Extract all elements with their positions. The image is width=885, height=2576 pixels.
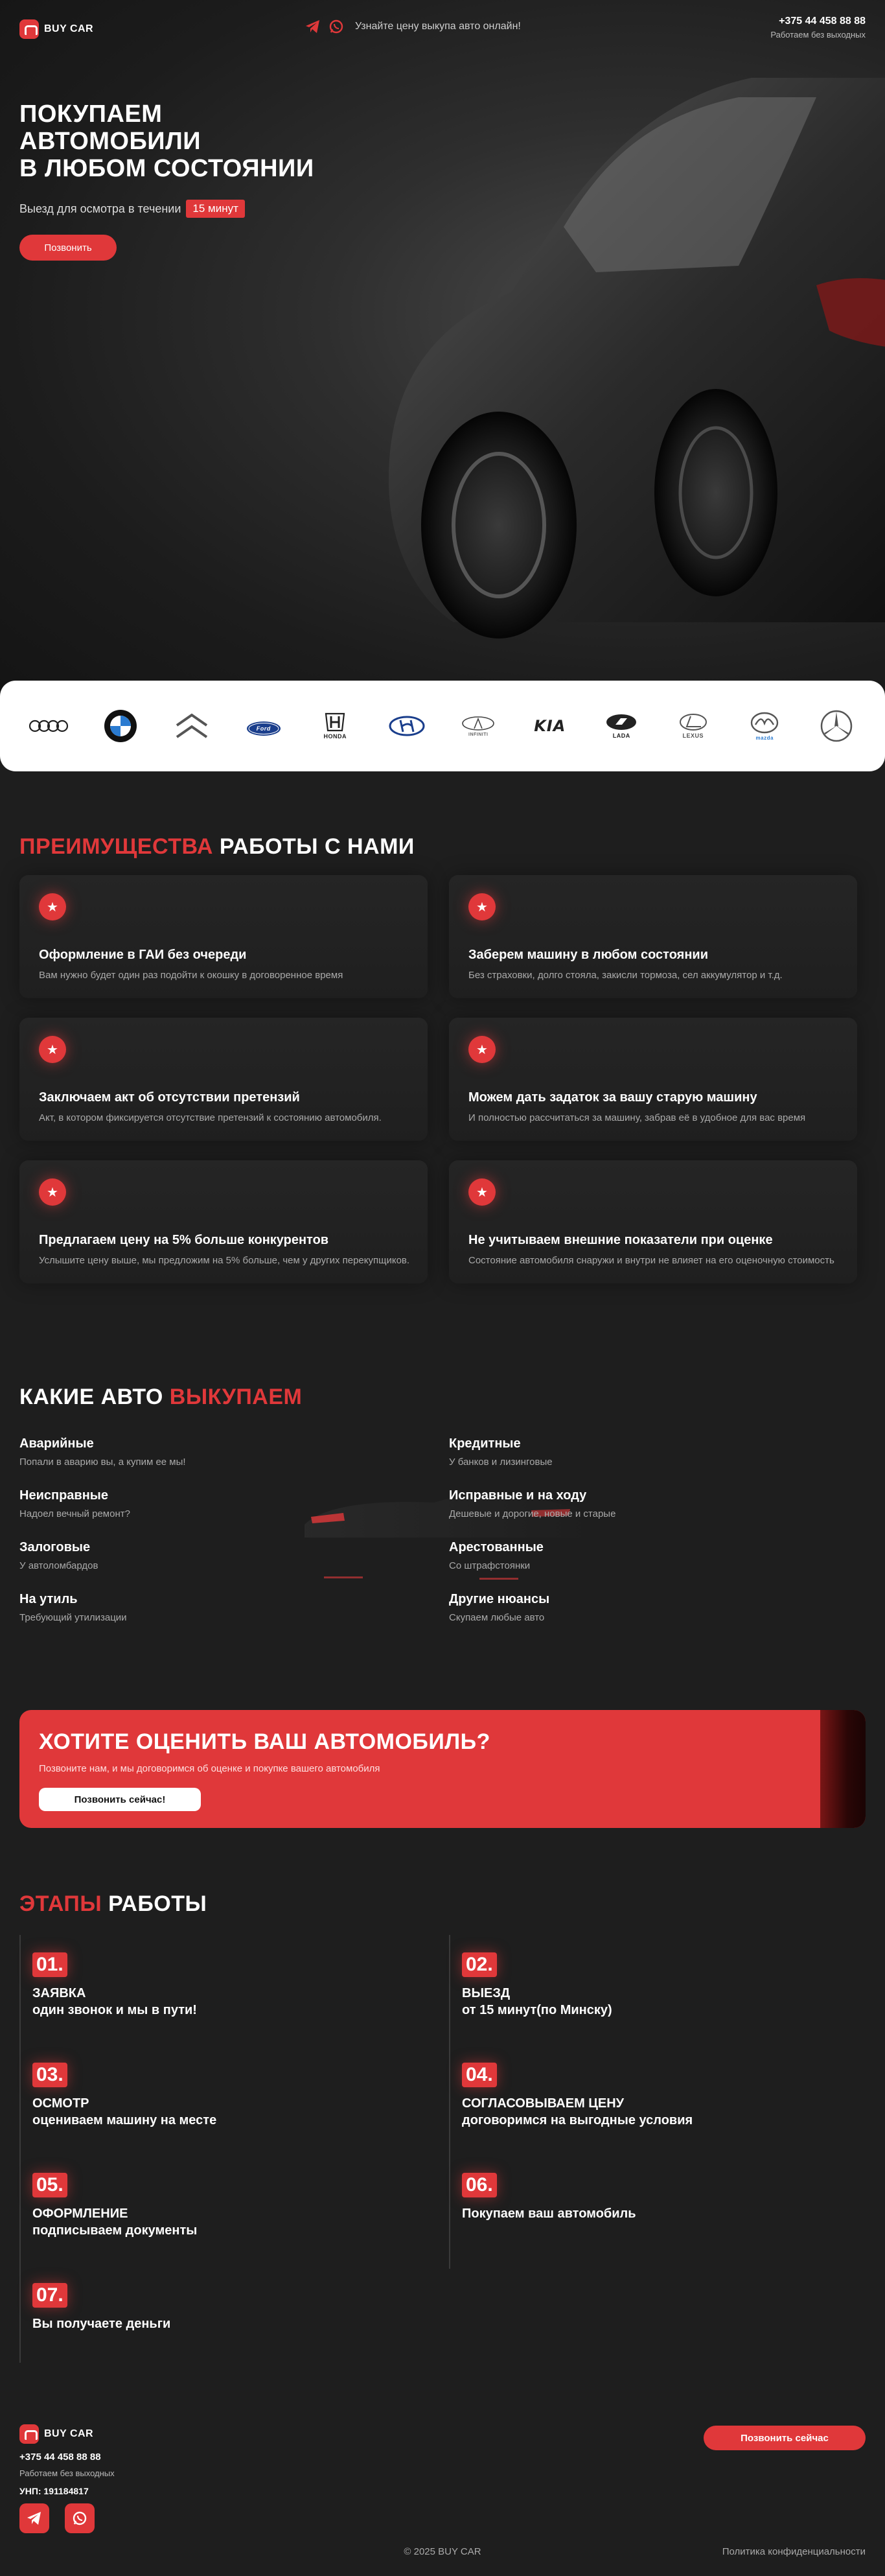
- stage-item: [462, 2063, 825, 2129]
- hero-subtitle-text: Выезд для осмотра в течении: [19, 202, 181, 215]
- buy-category: [19, 1436, 408, 1468]
- buy-category-text: Надоел вечный ремонт?: [19, 1508, 130, 1519]
- buy-title-red: ВЫКУПАЕМ: [169, 1385, 303, 1409]
- advantage-card: [449, 1160, 857, 1283]
- stage-item: [462, 1952, 825, 2019]
- buy-category-text: Попали в аварию вы, а купим ее мы!: [19, 1457, 186, 1468]
- stage-number: 02.: [462, 1952, 497, 1977]
- privacy-policy-link[interactable]: Политика конфиденциальности: [722, 2546, 866, 2557]
- footer-work-hours: Работаем без выходных: [19, 2468, 115, 2478]
- advantage-title: Заключаем акт об отсутствии претензий: [39, 1090, 300, 1105]
- stages-title: [19, 1891, 207, 1917]
- hero-title: [19, 100, 408, 182]
- advantages-title-red: ПРЕИМУЩЕСТВА: [19, 834, 213, 859]
- mazda-logo-icon: [742, 708, 787, 744]
- hero-title-line: В ЛЮБОМ СОСТОЯНИИ: [19, 155, 314, 182]
- advantage-card: [19, 1018, 428, 1141]
- advantage-text: Вам нужно будет один раз подойти к окошку в договоренное время: [39, 970, 343, 981]
- stage-item: [32, 2283, 395, 2332]
- stage-text: ОСМОТР оцениваем машину на месте: [32, 2096, 217, 2127]
- stage-item: [32, 2063, 395, 2129]
- stage-text: ЗАЯВКА один звонок и мы в пути!: [32, 1986, 197, 2017]
- citroen-logo-icon: [169, 708, 214, 744]
- buy-category-title: Кредитные: [449, 1436, 521, 1451]
- advantage-text: Состояние автомобиля снаружи и внутри не влияет на его оценочную стоимость: [468, 1255, 834, 1266]
- footer-unp: УНП: 191184817: [19, 2486, 89, 2496]
- cta-banner: [19, 1710, 866, 1828]
- hero-subtitle: [19, 200, 245, 218]
- footer-phone[interactable]: +375 44 458 88 88: [19, 2452, 101, 2463]
- stage-number: 04.: [462, 2063, 497, 2087]
- advantage-title: Заберем машину в любом состоянии: [468, 948, 708, 962]
- advantages-title-rest: РАБОТЫ С НАМИ: [219, 834, 415, 859]
- footer-socials: [19, 2503, 95, 2533]
- car-logo-icon: [19, 19, 39, 39]
- stage-number: 03.: [32, 2063, 67, 2087]
- buy-category-title: Исправные и на ходу: [449, 1488, 587, 1503]
- stage-text: Покупаем ваш автомобиль: [462, 2207, 636, 2221]
- header-tagline: Узнайте цену выкупа авто онлайн!: [355, 21, 521, 32]
- footer-logo-text: BUY CAR: [44, 2428, 94, 2439]
- audi-logo-icon: [26, 708, 71, 744]
- buy-category-text: Со штрафстоянки: [449, 1560, 531, 1571]
- buy-category: [449, 1436, 838, 1468]
- star-icon: ★: [39, 1178, 66, 1206]
- stage-number: 07.: [32, 2283, 67, 2308]
- telegram-icon[interactable]: [19, 2503, 49, 2533]
- hero-title-line: ПОКУПАЕМ: [19, 100, 163, 128]
- cta-car-image: [820, 1710, 866, 1828]
- kia-logo-icon: [527, 708, 573, 744]
- stage-item: [462, 2173, 825, 2222]
- hero-title-line: АВТОМОБИЛИ: [19, 128, 201, 155]
- time-badge: 15 минут: [186, 200, 245, 218]
- buy-category-title: Другие нюансы: [449, 1592, 550, 1606]
- star-icon: ★: [39, 893, 66, 920]
- header-work-hours: Работаем без выходных: [770, 30, 866, 40]
- buy-category-title: Залоговые: [19, 1540, 91, 1554]
- buy-category-text: Дешевые и дорогие, новые и старые: [449, 1508, 616, 1519]
- ford-caption: Ford: [256, 725, 271, 732]
- stages-title-red: ЭТАПЫ: [19, 1891, 102, 1916]
- hyundai-logo-icon: [384, 708, 430, 744]
- footer-call-button[interactable]: Позвонить сейчас: [704, 2426, 866, 2450]
- buy-category: [19, 1592, 408, 1623]
- mercedes-logo-icon: [814, 708, 859, 744]
- stage-text: СОГЛАСОВЫВАЕМ ЦЕНУ договоримся на выгодные условия: [462, 2096, 693, 2127]
- advantage-title: Не учитываем внешние показатели при оценке: [468, 1233, 773, 1247]
- cta-text: Позвоните нам, и мы договоримся об оценке и покупке вашего автомобиля: [39, 1763, 380, 1774]
- stage-text: ВЫЕЗД от 15 минут(по Минску): [462, 1986, 612, 2017]
- lada-caption: LADA: [612, 732, 630, 739]
- site-header: [19, 16, 866, 48]
- stages-title-rest: РАБОТЫ: [108, 1891, 207, 1916]
- stage-text: Вы получаете деньги: [32, 2317, 171, 2331]
- star-icon: ★: [468, 1036, 496, 1063]
- buy-category: [19, 1488, 408, 1519]
- whatsapp-icon[interactable]: [328, 18, 345, 35]
- car-logo-icon: [19, 2424, 39, 2444]
- star-icon: ★: [39, 1036, 66, 1063]
- lexus-caption: LEXUS: [682, 732, 704, 739]
- whatsapp-icon[interactable]: [65, 2503, 95, 2533]
- kia-caption: KIA: [534, 717, 566, 735]
- buy-category-text: У банков и лизинговые: [449, 1457, 553, 1468]
- honda-logo-icon: [312, 708, 358, 744]
- advantage-text: Услышите цену выше, мы предложим на 5% больше, чем у других перекупщиков.: [39, 1255, 410, 1266]
- star-icon: ★: [468, 893, 496, 920]
- header-phone-block: [770, 16, 866, 40]
- buy-category-title: Арестованные: [449, 1540, 544, 1554]
- call-button[interactable]: Позвонить: [19, 235, 117, 261]
- timeline-line: [19, 1935, 21, 2363]
- lada-logo-icon: [599, 708, 644, 744]
- hero-car-image: [350, 78, 885, 661]
- buy-category-text: Скупаем любые авто: [449, 1612, 545, 1623]
- buy-category-title: Аварийные: [19, 1436, 94, 1451]
- buy-category-text: Требующий утилизации: [19, 1612, 127, 1623]
- infiniti-logo-icon: [455, 708, 501, 744]
- stage-number: 05.: [32, 2173, 67, 2197]
- logo[interactable]: [19, 19, 93, 39]
- buy-title-white: КАКИЕ АВТО: [19, 1385, 163, 1409]
- advantage-title: Оформление в ГАИ без очереди: [39, 948, 247, 962]
- buy-category-title: На утиль: [19, 1592, 78, 1606]
- advantage-text: Акт, в котором фиксируется отсутствие претензий к состоянию автомобиля.: [39, 1112, 382, 1123]
- buy-category-text: У автоломбардов: [19, 1560, 98, 1571]
- footer-logo[interactable]: [19, 2424, 93, 2444]
- brands-strip: [0, 681, 885, 771]
- advantage-card: [449, 1018, 857, 1141]
- call-now-button[interactable]: Позвонить сейчас!: [39, 1788, 201, 1811]
- stage-number: 01.: [32, 1952, 67, 1977]
- stage-item: [32, 2173, 395, 2239]
- advantages-title: [19, 834, 415, 860]
- advantage-text: И полностью рассчитаться за машину, забрав её в удобное для вас время: [468, 1112, 806, 1123]
- advantage-title: Предлагаем цену на 5% больше конкурентов: [39, 1233, 329, 1247]
- advantage-title: Можем дать задаток за вашу старую машину: [468, 1090, 757, 1105]
- buy-title: [19, 1385, 302, 1410]
- advantage-text: Без страховки, долго стояла, закисли тормоза, сел аккумулятор и т.д.: [468, 970, 783, 981]
- honda-caption: HONDA: [323, 733, 347, 740]
- buy-category: [19, 1540, 408, 1571]
- ford-logo-icon: [241, 708, 286, 744]
- stage-item: [32, 1952, 395, 2019]
- header-contacts: [305, 18, 521, 35]
- advantage-card: [19, 1160, 428, 1283]
- buy-category: [449, 1592, 838, 1623]
- timeline-line: [449, 1935, 450, 2269]
- bmw-logo-icon: [98, 708, 143, 744]
- logo-text: BUY CAR: [44, 23, 94, 34]
- buy-category-title: Неисправные: [19, 1488, 108, 1503]
- advantage-card: [19, 875, 428, 998]
- buy-category: [449, 1488, 838, 1519]
- header-phone[interactable]: +375 44 458 88 88: [779, 16, 866, 27]
- mazda-caption: mazda: [755, 734, 774, 741]
- buy-category: [449, 1540, 838, 1571]
- infiniti-caption: INFINITI: [468, 732, 488, 737]
- cta-title: ХОТИТЕ ОЦЕНИТЬ ВАШ АВТОМОБИЛЬ?: [39, 1729, 490, 1754]
- hero-section: [0, 0, 885, 700]
- lexus-logo-icon: [671, 708, 716, 744]
- telegram-icon[interactable]: [305, 18, 321, 35]
- advantage-card: [449, 875, 857, 998]
- star-icon: ★: [468, 1178, 496, 1206]
- footer-copyright: © 2025 BUY CAR: [404, 2546, 481, 2557]
- stage-text: ОФОРМЛЕНИЕ подписываем документы: [32, 2207, 198, 2238]
- stage-number: 06.: [462, 2173, 497, 2197]
